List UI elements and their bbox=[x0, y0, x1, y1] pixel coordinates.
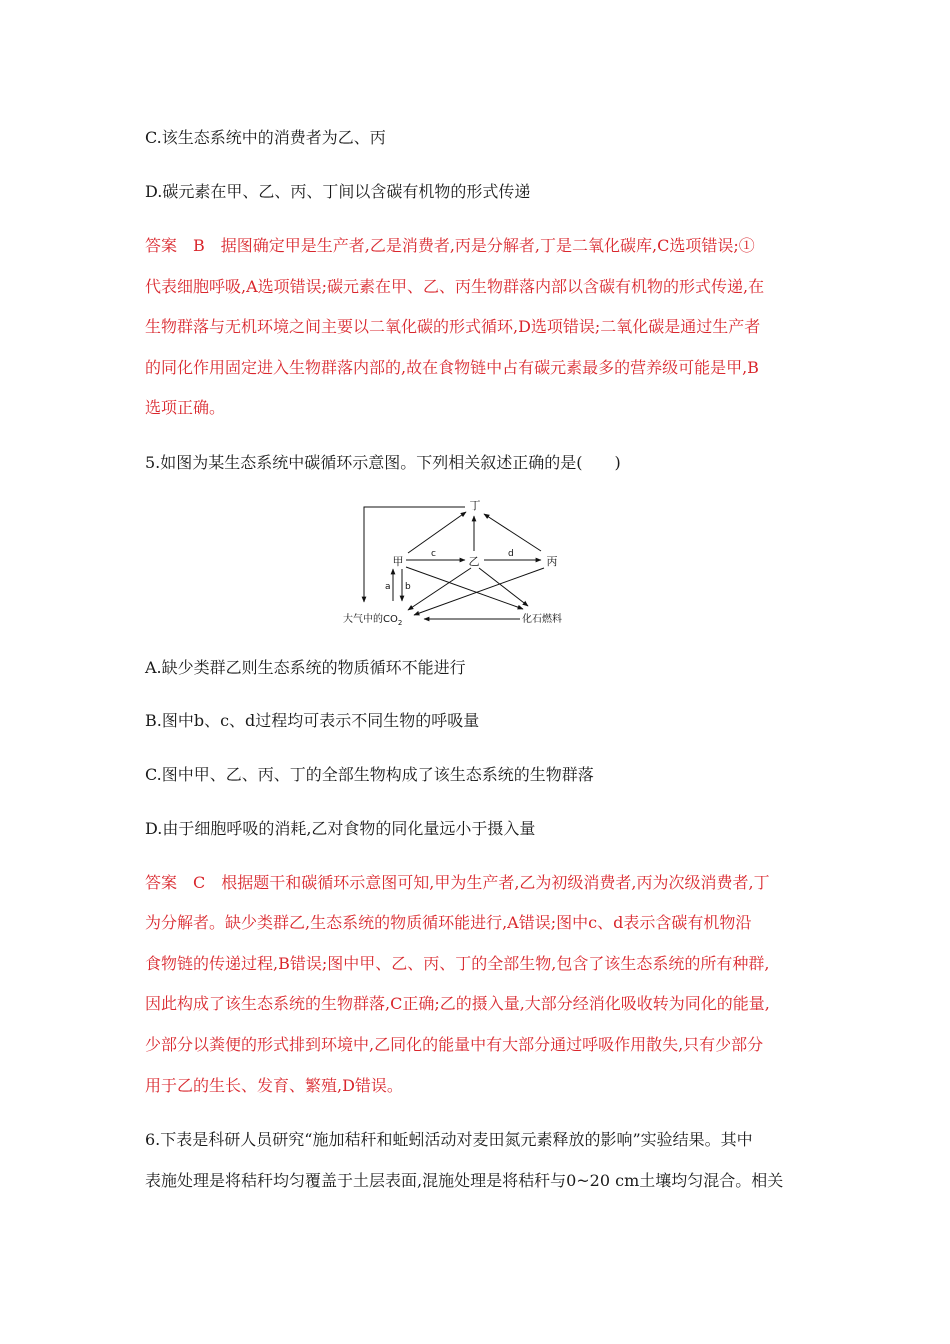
arrow-bing-to-ding bbox=[484, 514, 541, 551]
arrow-bing-to-co2 bbox=[414, 568, 544, 615]
q4-option-c: C.该生态系统中的消费者为乙、丙 bbox=[145, 128, 386, 147]
carbon-cycle-diagram bbox=[338, 498, 578, 630]
q5-answer-line: 为分解者。缺少类群乙,生态系统的物质循环能进行,A错误;图中c、d表示含碳有机物沿 bbox=[145, 913, 752, 932]
node-bing: 丙 bbox=[546, 555, 558, 568]
arrow-yi-to-fuel bbox=[479, 568, 528, 606]
node-yi: 乙 bbox=[468, 555, 480, 568]
label-a: a bbox=[385, 582, 391, 592]
arrow-jia-to-ding bbox=[408, 512, 466, 553]
q5-answer-line: 因此构成了该生态系统的生物群落,C正确;乙的摄入量,大部分经消化吸收转为同化的能量, bbox=[145, 994, 770, 1013]
arrow-ding-to-co2 bbox=[364, 507, 465, 602]
node-ding: 丁 bbox=[469, 499, 481, 512]
q5-answer-line: 答案 C 根据题干和碳循环示意图可知,甲为生产者,乙为初级消费者,丙为次级消费者,丁 bbox=[145, 873, 770, 892]
q6-stem-line: 6.下表是科研人员研究“施加秸秆和蚯蚓活动对麦田氮元素释放的影响”实验结果。其中 bbox=[145, 1130, 753, 1149]
label-c: c bbox=[431, 549, 436, 559]
q4-answer-line: 答案 B 据图确定甲是生产者,乙是消费者,丙是分解者,丁是二氧化碳库,C选项错误;① bbox=[145, 236, 755, 255]
q5-answer-line: 少部分以粪便的形式排到环境中,乙同化的能量中有大部分通过呼吸作用散失,只有少部分 bbox=[145, 1035, 764, 1054]
q4-answer-line: 生物群落与无机环境之间主要以二氧化碳的形式循环,D选项错误;二氧化碳是通过生产者 bbox=[145, 317, 761, 336]
label-d: d bbox=[508, 549, 514, 559]
q5-option-b: B.图中b、c、d过程均可表示不同生物的呼吸量 bbox=[145, 711, 480, 730]
arrow-yi-to-co2 bbox=[408, 568, 471, 610]
q4-answer-line: 选项正确。 bbox=[145, 398, 226, 417]
q4-answer-line: 代表细胞呼吸,A选项错误;碳元素在甲、乙、丙生物群落内部以含碳有机物的形式传递,在 bbox=[145, 277, 765, 296]
node-jia: 甲 bbox=[392, 555, 404, 568]
q5-answer-line: 食物链的传递过程,B错误;图中甲、乙、丙、丁的全部生物,包含了该生态系统的所有种群, bbox=[145, 954, 770, 973]
q5-option-a: A.缺少类群乙则生态系统的物质循环不能进行 bbox=[145, 658, 466, 677]
q5-option-c: C.图中甲、乙、丙、丁的全部生物构成了该生态系统的生物群落 bbox=[145, 765, 594, 784]
q5-answer-line: 用于乙的生长、发育、繁殖,D错误。 bbox=[145, 1076, 403, 1095]
q4-answer-line: 的同化作用固定进入生物群落内部的,故在食物链中占有碳元素最多的营养级可能是甲,B bbox=[145, 358, 759, 377]
label-b: b bbox=[405, 582, 411, 592]
node-fuel: 化石燃料 bbox=[522, 614, 562, 625]
q5-stem: 5.如图为某生态系统中碳循环示意图。下列相关叙述正确的是( ) bbox=[145, 453, 621, 472]
node-co2: 大气中的$CO_2$ bbox=[343, 614, 403, 627]
q4-option-d: D.碳元素在甲、乙、丙、丁间以含碳有机物的形式传递 bbox=[145, 182, 531, 201]
q5-option-d: D.由于细胞呼吸的消耗,乙对食物的同化量远小于摄入量 bbox=[145, 819, 536, 838]
q6-stem-line: 表施处理是将秸秆均匀覆盖于土层表面,混施处理是将秸秆与0~20 cm土壤均匀混合。相关 bbox=[145, 1171, 784, 1190]
